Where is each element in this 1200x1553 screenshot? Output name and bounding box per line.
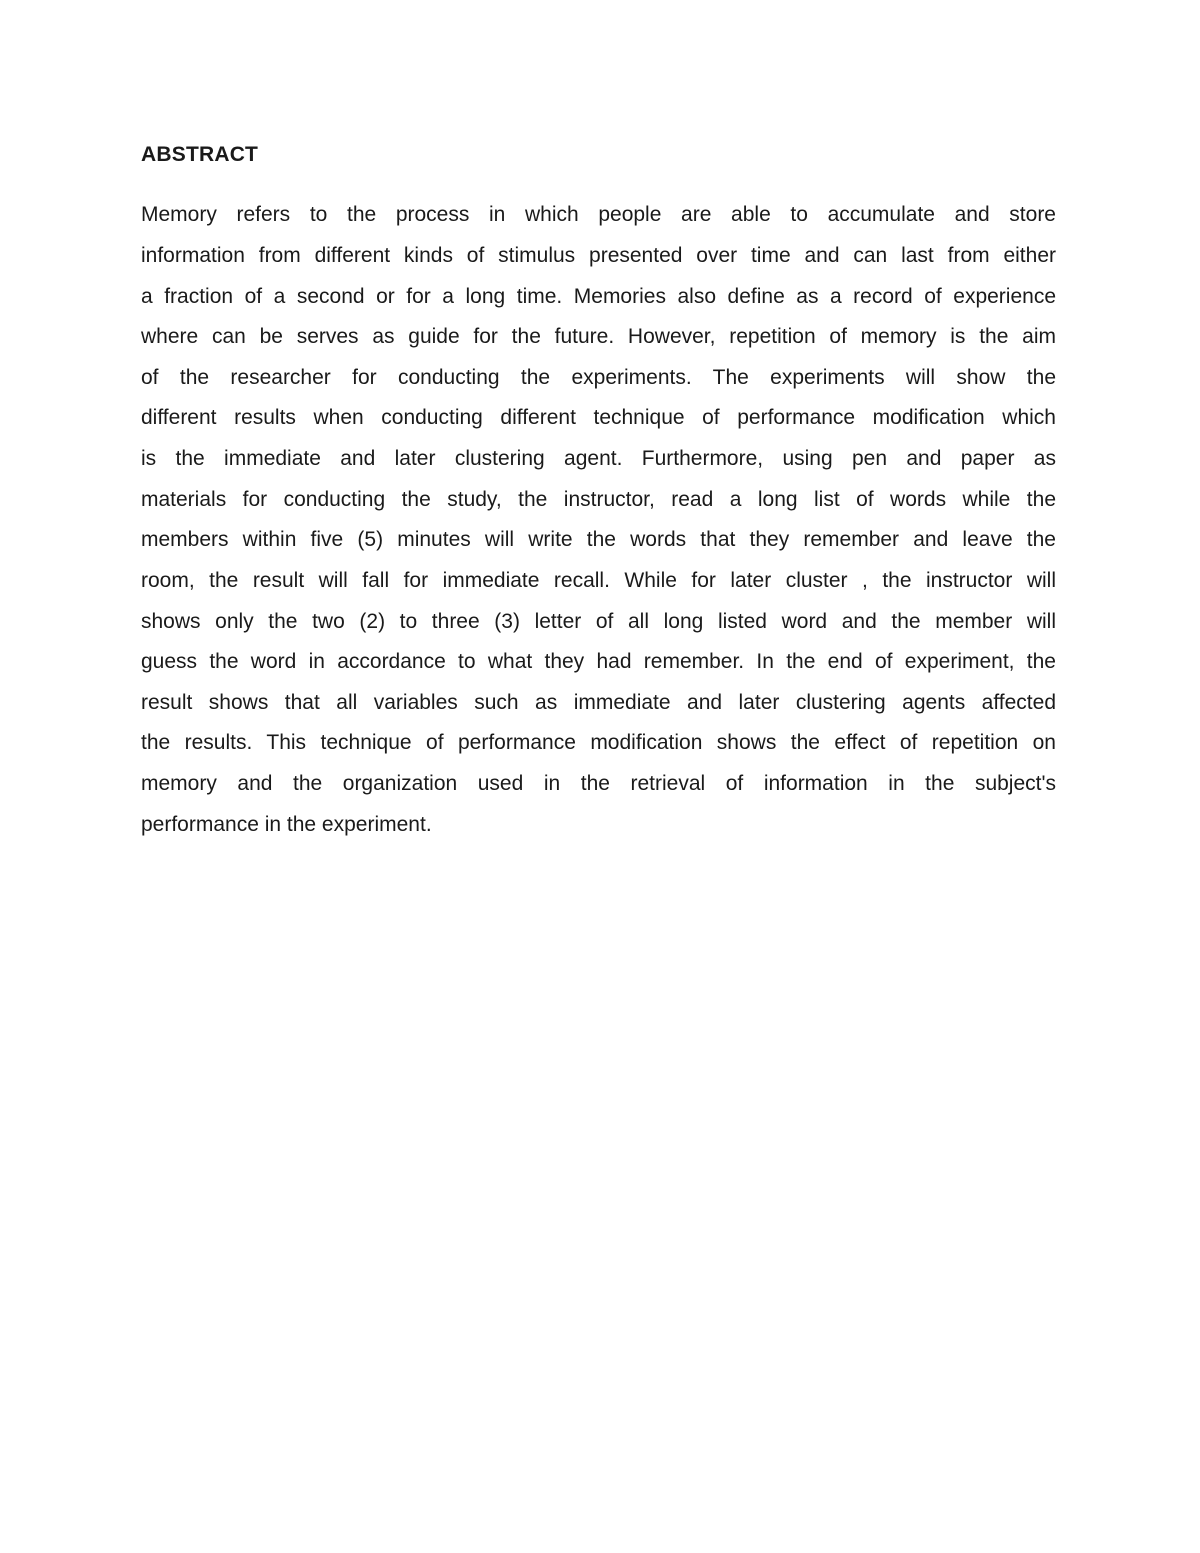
paragraph-line: Memory refers to the process in which people are able to accumulate and store [141, 203, 1056, 226]
paragraph-line: a fraction of a second or for a long time. Memories also define as a record of experience [141, 285, 1056, 308]
paragraph-line: room, the result will fall for immediate recall. While for later cluster , the instructor will [141, 569, 1056, 592]
paragraph-line: information from different kinds of stimulus presented over time and can last from either [141, 244, 1056, 267]
paragraph-line: shows only the two (2) to three (3) letter of all long listed word and the member will [141, 610, 1056, 633]
paragraph-line: of the researcher for conducting the experiments. The experiments will show the [141, 366, 1056, 389]
paragraph-line: result shows that all variables such as immediate and later clustering agents affected [141, 691, 1056, 714]
paragraph-line: performance in the experiment. [141, 813, 432, 836]
paragraph-line: memory and the organization used in the retrieval of information in the subject's [141, 772, 1056, 795]
abstract-heading: ABSTRACT [141, 143, 259, 166]
paragraph-line: members within five (5) minutes will write the words that they remember and leave the [141, 528, 1056, 551]
paragraph-line: guess the word in accordance to what they had remember. In the end of experiment, the [141, 650, 1056, 673]
paragraph-line: the results. This technique of performance modification shows the effect of repetition on [141, 731, 1056, 754]
paragraph-line: is the immediate and later clustering agent. Furthermore, using pen and paper as [141, 447, 1056, 470]
paragraph-line: where can be serves as guide for the future. However, repetition of memory is the aim [141, 325, 1056, 348]
paragraph-line: materials for conducting the study, the instructor, read a long list of words while the [141, 488, 1056, 511]
paragraph-line: different results when conducting different technique of performance modification which [141, 406, 1056, 429]
